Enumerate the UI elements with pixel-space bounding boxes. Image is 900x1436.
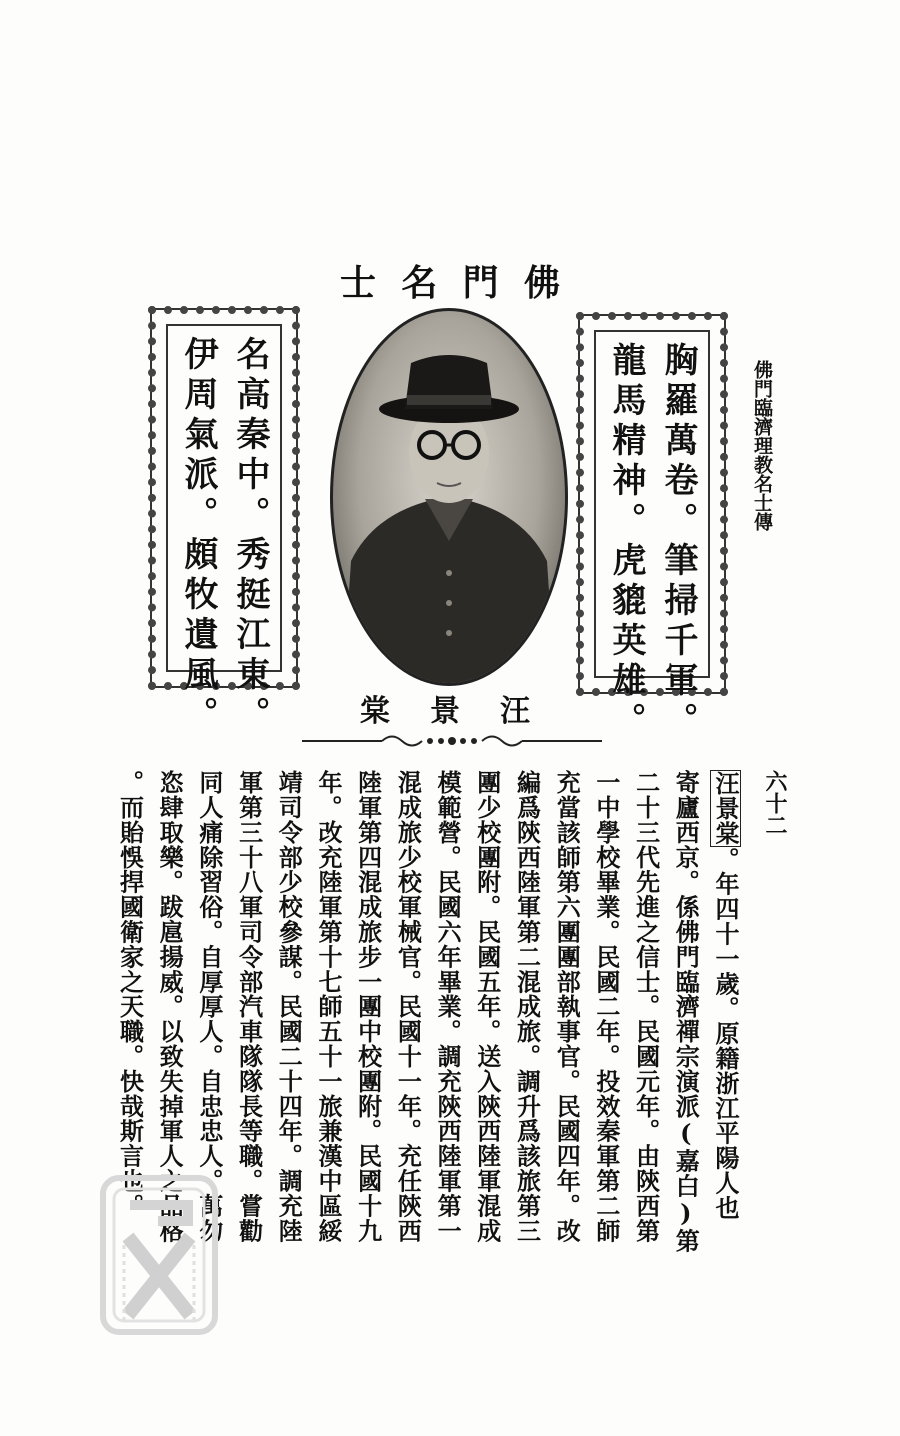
bio-line: 編爲陝西陸軍第二混成旅。調升爲該旅第三 — [512, 770, 542, 1244]
portrait-photo — [330, 308, 568, 686]
bio-line: 二十三代先進之信士。民國元年。由陝西第 — [631, 770, 661, 1244]
bio-line: 陸軍第四混成旅步一團中校團附。民國十九 — [353, 770, 383, 1244]
couplet-line: 胸羅萬卷。筆掃千軍。 — [658, 342, 698, 742]
couplet-box-left — [148, 306, 300, 736]
bio-line: 充當該師第六團團部執事官。民國四年。改 — [552, 770, 582, 1244]
couplet-frame — [166, 324, 282, 736]
biography-text — [110, 770, 745, 1254]
running-head: 佛門臨濟理教名士傳 — [751, 360, 773, 531]
bio-line-text: 。年四十一歲。原籍浙江平陽人也 — [711, 846, 740, 1221]
bio-line: 。而貽悞捍國衛家之天職。快哉斯言也。 — [115, 770, 145, 1219]
couplet-line: 名高秦中。秀挺江東。 — [230, 336, 270, 736]
page-title — [340, 255, 560, 305]
title-char: 佛 — [523, 261, 560, 304]
portrait-caption — [360, 688, 530, 728]
bio-line: 靖司令部少校參謀。民國二十四年。調充陸 — [274, 770, 304, 1244]
bio-line: 恣肆取樂。跋扈揚威。以致失掉軍人之品格 — [155, 770, 185, 1244]
bio-line: 軍第三十八軍司令部汽車隊隊長等職。嘗勸 — [234, 770, 264, 1244]
couplet-frame — [594, 330, 710, 742]
title-char: 名 — [401, 261, 438, 304]
bio-line: 寄廬西京。係佛門臨濟禪宗演派(嘉白)第 — [671, 770, 701, 1254]
title-char: 門 — [462, 261, 499, 304]
caption-char: 棠 — [360, 694, 390, 729]
couplet-line: 伊周氣派。頗牧遺風。 — [178, 336, 218, 736]
bio-line — [705, 770, 745, 1221]
bio-line: 模範營。民國六年畢業。調充陝西陸軍第一 — [433, 770, 463, 1244]
couplet-box-right — [576, 312, 728, 742]
bio-line: 同人痛除習俗。自厚厚人。自忠忠人。萬勿 — [194, 770, 224, 1244]
portrait-figure — [333, 311, 565, 683]
ornamental-divider — [302, 730, 602, 752]
bio-line: 團少校團附。民國五年。送入陝西陸軍混成 — [472, 770, 502, 1244]
bio-line: 一中學校畢業。民國二年。投效秦軍第二師 — [591, 770, 621, 1244]
caption-char: 汪 — [500, 694, 530, 729]
library-watermark-logo — [100, 1175, 218, 1335]
title-char: 士 — [340, 261, 377, 304]
couplet-line: 龍馬精神。虎貔英雄。 — [606, 342, 646, 742]
bio-line: 混成旅少校軍械官。民國十一年。充任陝西 — [393, 770, 423, 1244]
bio-subject-name: 汪景棠 — [711, 771, 740, 846]
page-number: 六十二 — [762, 770, 788, 836]
bio-line: 年。改充陸軍第十七師五十一旅兼漢中區綏 — [313, 770, 343, 1244]
caption-char: 景 — [430, 694, 460, 729]
